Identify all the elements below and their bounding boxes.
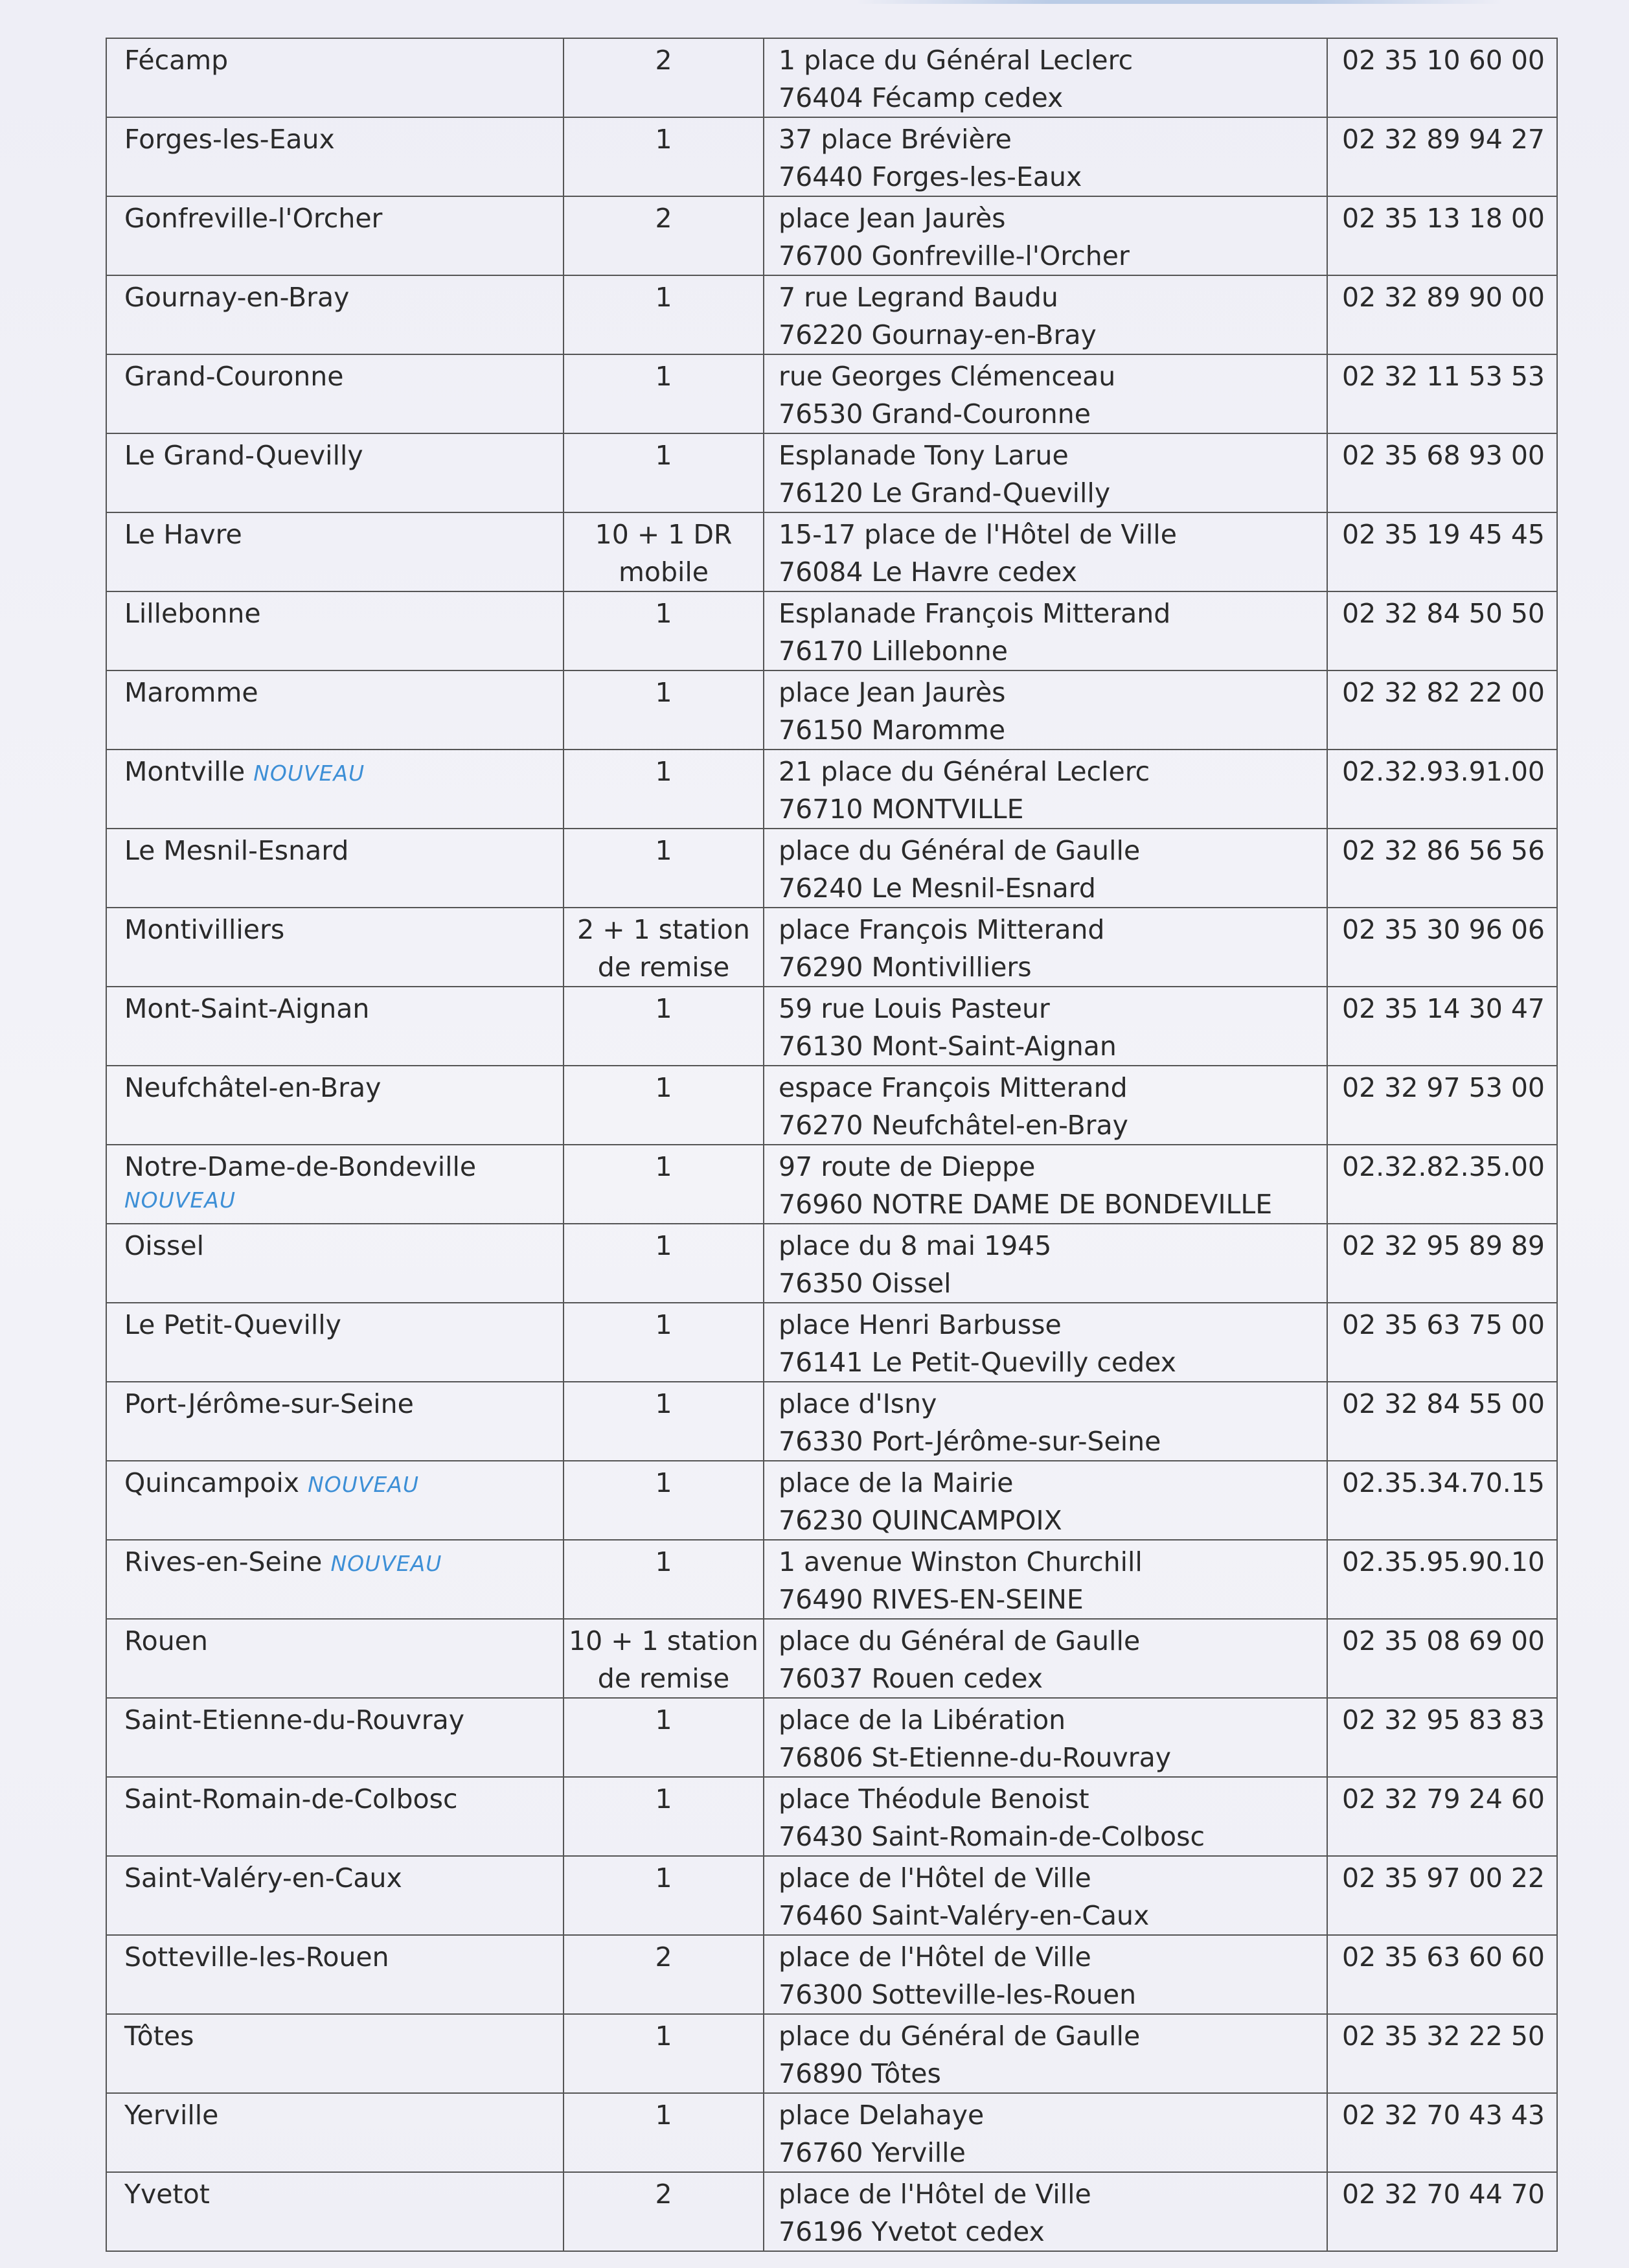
table-row — [106, 1382, 1557, 1461]
address-street: 15-17 place de l'Hôtel de Ville — [779, 519, 1177, 550]
address-postal: 76220 Gournay-en-Bray — [779, 319, 1097, 350]
address-postal: 76130 Mont-Saint-Aignan — [779, 1031, 1117, 1062]
city-cell — [106, 2093, 564, 2172]
city-cell — [106, 1540, 564, 1619]
phone-cell: 02 35 08 69 00 — [1327, 1619, 1557, 1698]
count-cell: 2 + 1 station de remise — [564, 908, 764, 987]
city-name: Maromme — [124, 677, 258, 708]
address-postal: 76084 Le Havre cedex — [779, 556, 1077, 588]
table-row — [106, 1856, 1557, 1935]
city-cell — [106, 433, 564, 512]
city-cell — [106, 354, 564, 433]
city-cell — [106, 1935, 564, 2014]
count-cell: 1 — [564, 1856, 764, 1935]
address-street: 59 rue Louis Pasteur — [779, 993, 1050, 1024]
address-cell — [764, 275, 1327, 354]
address-cell — [764, 1777, 1327, 1856]
phone-cell: 02 32 89 90 00 — [1327, 275, 1557, 354]
city-cell — [106, 1461, 564, 1540]
city-cell — [106, 1619, 564, 1698]
city-cell — [106, 2172, 564, 2251]
table-row — [106, 117, 1557, 196]
address-postal: 76460 Saint-Valéry-en-Caux — [779, 1900, 1150, 1931]
city-name: Saint-Valéry-en-Caux — [124, 1862, 402, 1894]
table-row — [106, 1540, 1557, 1619]
address-street: place du Général de Gaulle — [779, 2021, 1141, 2052]
address-street: espace François Mitterand — [779, 1072, 1128, 1103]
table-row — [106, 1619, 1557, 1698]
phone-cell: 02 32 84 50 50 — [1327, 591, 1557, 670]
city-name: Yerville — [124, 2100, 219, 2131]
address-street: 1 avenue Winston Churchill — [779, 1546, 1143, 1577]
address-cell — [764, 354, 1327, 433]
count-cell: 1 — [564, 750, 764, 829]
phone-cell: 02 35 68 93 00 — [1327, 433, 1557, 512]
city-cell — [106, 1303, 564, 1382]
table-row — [106, 1461, 1557, 1540]
address-street: 1 place du Général Leclerc — [779, 45, 1133, 76]
count-cell: 10 + 1 station de remise — [564, 1619, 764, 1698]
phone-cell: 02 35 10 60 00 — [1327, 38, 1557, 117]
address-cell — [764, 750, 1327, 829]
address-postal: 76120 Le Grand-Quevilly — [779, 477, 1111, 509]
address-street: 97 route de Dieppe — [779, 1151, 1036, 1182]
table-row — [106, 908, 1557, 987]
count-cell: 10 + 1 DR mobile — [564, 512, 764, 591]
city-name: Le Petit-Quevilly — [124, 1309, 341, 1340]
address-postal: 76230 QUINCAMPOIX — [779, 1505, 1062, 1536]
count-cell: 1 — [564, 1777, 764, 1856]
count-cell: 1 — [564, 1066, 764, 1145]
city-name: Quincampoix — [124, 1467, 300, 1498]
town-hall-table — [106, 38, 1558, 2252]
city-cell — [106, 196, 564, 275]
address-postal: 76806 St-Etienne-du-Rouvray — [779, 1742, 1171, 1773]
city-name: Gournay-en-Bray — [124, 282, 350, 313]
address-postal: 76330 Port-Jérôme-sur-Seine — [779, 1426, 1161, 1457]
table-row — [106, 1935, 1557, 2014]
address-postal: 76196 Yvetot cedex — [779, 2216, 1045, 2247]
city-name: Notre-Dame-de-Bondeville — [124, 1151, 477, 1182]
table-row — [106, 670, 1557, 750]
table-row — [106, 750, 1557, 829]
address-postal: 76760 Yerville — [779, 2137, 966, 2168]
address-cell — [764, 1540, 1327, 1619]
phone-cell: 02 35 19 45 45 — [1327, 512, 1557, 591]
address-cell — [764, 670, 1327, 750]
address-postal: 76960 NOTRE DAME DE BONDEVILLE — [779, 1189, 1273, 1220]
address-cell — [764, 591, 1327, 670]
phone-cell: 02 35 14 30 47 — [1327, 987, 1557, 1066]
address-postal: 76350 Oissel — [779, 1268, 951, 1299]
address-cell — [764, 196, 1327, 275]
phone-cell: 02 32 82 22 00 — [1327, 670, 1557, 750]
city-cell — [106, 38, 564, 117]
address-street: place de l'Hôtel de Ville — [779, 1862, 1091, 1894]
address-postal: 76404 Fécamp cedex — [779, 82, 1064, 113]
address-postal: 76240 Le Mesnil-Esnard — [779, 873, 1096, 904]
table-row — [106, 1698, 1557, 1777]
address-cell — [764, 1066, 1327, 1145]
address-cell — [764, 512, 1327, 591]
address-cell — [764, 1145, 1327, 1224]
city-cell — [106, 987, 564, 1066]
city-cell — [106, 1066, 564, 1145]
city-name: Montville — [124, 756, 245, 787]
count-cell: 1 — [564, 1303, 764, 1382]
table-row — [106, 196, 1557, 275]
count-cell: 1 — [564, 433, 764, 512]
phone-cell: 02 32 97 53 00 — [1327, 1066, 1557, 1145]
count-cell: 1 — [564, 117, 764, 196]
city-name: Neufchâtel-en-Bray — [124, 1072, 382, 1103]
count-cell: 1 — [564, 1461, 764, 1540]
address-cell — [764, 1698, 1327, 1777]
count-cell: 1 — [564, 2093, 764, 2172]
city-name: Le Grand-Quevilly — [124, 440, 363, 471]
address-street: place Jean Jaurès — [779, 677, 1006, 708]
city-cell — [106, 1698, 564, 1777]
phone-cell: 02 35 63 60 60 — [1327, 1935, 1557, 2014]
address-cell — [764, 2014, 1327, 2093]
table-row — [106, 2014, 1557, 2093]
address-postal: 76490 RIVES-EN-SEINE — [779, 1584, 1084, 1615]
new-badge: NOUVEAU — [330, 1551, 442, 1576]
address-street: rue Georges Clémenceau — [779, 361, 1116, 392]
city-name: Lillebonne — [124, 598, 261, 629]
city-name: Fécamp — [124, 45, 229, 76]
city-cell — [106, 1777, 564, 1856]
table-row — [106, 38, 1557, 117]
address-cell — [764, 117, 1327, 196]
address-street: place du Général de Gaulle — [779, 835, 1141, 866]
address-postal: 76530 Grand-Couronne — [779, 398, 1091, 430]
address-street: place Théodule Benoist — [779, 1783, 1089, 1815]
address-street: place de la Libération — [779, 1704, 1066, 1735]
table-row — [106, 1066, 1557, 1145]
phone-cell: 02.35.34.70.15 — [1327, 1461, 1557, 1540]
address-street: place Jean Jaurès — [779, 203, 1006, 234]
city-name: Port-Jérôme-sur-Seine — [124, 1388, 414, 1419]
city-cell — [106, 591, 564, 670]
phone-cell: 02.32.93.91.00 — [1327, 750, 1557, 829]
address-street: 37 place Brévière — [779, 124, 1012, 155]
table-row — [106, 1777, 1557, 1856]
address-postal: 76430 Saint-Romain-de-Colbosc — [779, 1821, 1205, 1852]
address-cell — [764, 1382, 1327, 1461]
phone-cell: 02 32 89 94 27 — [1327, 117, 1557, 196]
phone-cell: 02 32 95 89 89 — [1327, 1224, 1557, 1303]
address-street: Esplanade François Mitterand — [779, 598, 1171, 629]
address-street: place de l'Hôtel de Ville — [779, 2179, 1091, 2210]
table-body — [106, 38, 1557, 2251]
address-postal: 76300 Sotteville-les-Rouen — [779, 1979, 1137, 2010]
address-cell — [764, 38, 1327, 117]
city-name: Oissel — [124, 1230, 204, 1261]
address-street: 7 rue Legrand Baudu — [779, 282, 1058, 313]
table-row — [106, 987, 1557, 1066]
city-cell — [106, 670, 564, 750]
phone-cell: 02 32 86 56 56 — [1327, 829, 1557, 908]
address-postal: 76170 Lillebonne — [779, 636, 1008, 667]
city-name: Grand-Couronne — [124, 361, 344, 392]
count-cell: 2 — [564, 1935, 764, 2014]
address-street: 21 place du Général Leclerc — [779, 756, 1150, 787]
address-cell — [764, 1303, 1327, 1382]
table-row — [106, 512, 1557, 591]
count-cell: 1 — [564, 2014, 764, 2093]
address-cell — [764, 908, 1327, 987]
address-cell — [764, 1619, 1327, 1698]
address-postal: 76700 Gonfreville-l'Orcher — [779, 240, 1130, 271]
city-cell — [106, 1224, 564, 1303]
count-cell: 1 — [564, 1698, 764, 1777]
phone-cell: 02 35 13 18 00 — [1327, 196, 1557, 275]
city-cell — [106, 829, 564, 908]
address-postal: 76290 Montivilliers — [779, 952, 1032, 983]
count-cell: 1 — [564, 829, 764, 908]
address-postal: 76037 Rouen cedex — [779, 1663, 1043, 1694]
address-postal: 76150 Maromme — [779, 715, 1006, 746]
new-badge: NOUVEAU — [253, 761, 365, 786]
address-postal: 76270 Neufchâtel-en-Bray — [779, 1110, 1128, 1141]
city-name: Le Mesnil-Esnard — [124, 835, 349, 866]
table-row — [106, 433, 1557, 512]
address-cell — [764, 1224, 1327, 1303]
address-street: place François Mitterand — [779, 914, 1105, 945]
city-name: Sotteville-les-Rouen — [124, 1942, 389, 1973]
count-cell: 1 — [564, 670, 764, 750]
address-postal: 76890 Tôtes — [779, 2058, 941, 2089]
table-row — [106, 1303, 1557, 1382]
table-row — [106, 2172, 1557, 2251]
city-cell — [106, 117, 564, 196]
phone-cell: 02.32.82.35.00 — [1327, 1145, 1557, 1224]
count-cell: 1 — [564, 1224, 764, 1303]
table-row — [106, 591, 1557, 670]
city-name: Saint-Romain-de-Colbosc — [124, 1783, 458, 1815]
table-row — [106, 1145, 1557, 1224]
address-street: place Henri Barbusse — [779, 1309, 1062, 1340]
city-name: Mont-Saint-Aignan — [124, 993, 370, 1024]
address-cell — [764, 433, 1327, 512]
city-name: Saint-Etienne-du-Rouvray — [124, 1704, 465, 1735]
address-cell — [764, 1856, 1327, 1935]
count-cell: 1 — [564, 1145, 764, 1224]
table-row — [106, 275, 1557, 354]
address-postal: 76710 MONTVILLE — [779, 794, 1024, 825]
count-cell: 1 — [564, 1382, 764, 1461]
table-row — [106, 2093, 1557, 2172]
city-name: Rives-en-Seine — [124, 1546, 323, 1577]
address-street: place de l'Hôtel de Ville — [779, 1942, 1091, 1973]
address-postal: 76440 Forges-les-Eaux — [779, 161, 1082, 192]
city-cell — [106, 1382, 564, 1461]
address-cell — [764, 987, 1327, 1066]
phone-cell: 02 35 97 00 22 — [1327, 1856, 1557, 1935]
address-street: place du Général de Gaulle — [779, 1625, 1141, 1656]
phone-cell: 02 32 79 24 60 — [1327, 1777, 1557, 1856]
address-cell — [764, 829, 1327, 908]
phone-cell: 02 35 63 75 00 — [1327, 1303, 1557, 1382]
address-street: Esplanade Tony Larue — [779, 440, 1069, 471]
table-row — [106, 1224, 1557, 1303]
new-badge: NOUVEAU — [124, 1187, 236, 1213]
address-cell — [764, 2172, 1327, 2251]
phone-cell: 02 35 30 96 06 — [1327, 908, 1557, 987]
address-postal: 76141 Le Petit-Quevilly cedex — [779, 1347, 1176, 1378]
address-street: place d'Isny — [779, 1388, 937, 1419]
city-name: Forges-les-Eaux — [124, 124, 335, 155]
city-cell — [106, 750, 564, 829]
phone-cell: 02 32 70 44 70 — [1327, 2172, 1557, 2251]
table-row — [106, 829, 1557, 908]
address-street: place du 8 mai 1945 — [779, 1230, 1052, 1261]
scan-edge-mark — [855, 0, 1503, 4]
address-street: place de la Mairie — [779, 1467, 1014, 1498]
count-cell: 1 — [564, 591, 764, 670]
address-cell — [764, 1935, 1327, 2014]
phone-cell: 02 32 95 83 83 — [1327, 1698, 1557, 1777]
city-cell — [106, 908, 564, 987]
address-cell — [764, 1461, 1327, 1540]
count-cell: 1 — [564, 987, 764, 1066]
city-name: Rouen — [124, 1625, 208, 1656]
phone-cell: 02 32 84 55 00 — [1327, 1382, 1557, 1461]
address-cell — [764, 2093, 1327, 2172]
phone-cell: 02 32 70 43 43 — [1327, 2093, 1557, 2172]
city-name: Montivilliers — [124, 914, 285, 945]
count-cell: 2 — [564, 38, 764, 117]
count-cell: 2 — [564, 2172, 764, 2251]
table-row — [106, 354, 1557, 433]
city-name: Gonfreville-l'Orcher — [124, 203, 383, 234]
count-cell: 1 — [564, 354, 764, 433]
city-cell — [106, 1856, 564, 1935]
city-cell — [106, 512, 564, 591]
phone-cell: 02 35 32 22 50 — [1327, 2014, 1557, 2093]
city-cell — [106, 2014, 564, 2093]
city-cell — [106, 275, 564, 354]
phone-cell: 02 32 11 53 53 — [1327, 354, 1557, 433]
new-badge: NOUVEAU — [308, 1472, 420, 1497]
city-cell — [106, 1145, 564, 1224]
count-cell: 1 — [564, 1540, 764, 1619]
count-cell: 2 — [564, 196, 764, 275]
city-name: Tôtes — [124, 2021, 194, 2052]
count-cell: 1 — [564, 275, 764, 354]
city-name: Yvetot — [124, 2179, 210, 2210]
city-name: Le Havre — [124, 519, 242, 550]
phone-cell: 02.35.95.90.10 — [1327, 1540, 1557, 1619]
address-street: place Delahaye — [779, 2100, 985, 2131]
